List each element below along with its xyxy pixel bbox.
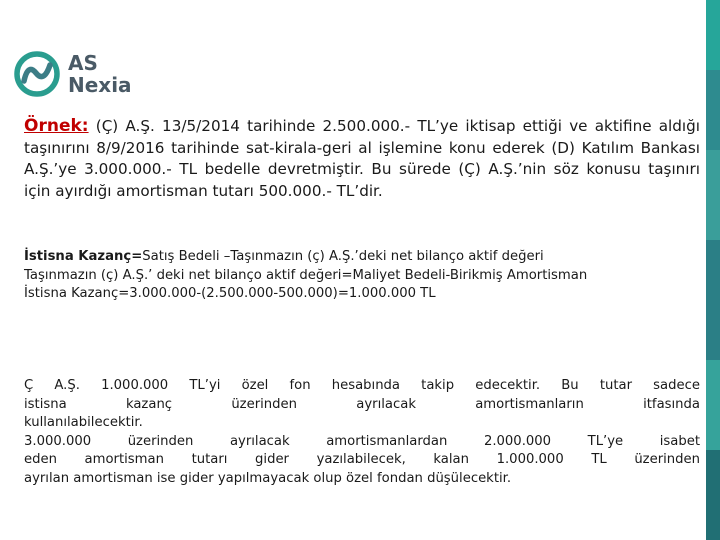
right-accent-strip — [706, 0, 720, 540]
as-nexia-logo — [14, 44, 132, 104]
conclusion-line: 3.000.000 üzerinden ayrılacak amortismanlardan 2.000.000 TL’ye isabet — [24, 433, 700, 449]
nexia-swirl-icon — [14, 51, 60, 97]
conclusion-line: ayrılan amortisman ise gider yapılmayacak olup özel fondan düşülecektir. — [24, 470, 512, 486]
exemption-formula-line — [24, 248, 700, 267]
logo-line-nexia: Nexia — [68, 73, 132, 97]
conclusion-paragraph — [24, 377, 700, 489]
exemption-label: İstisna Kazanç= — [24, 249, 143, 264]
exemption-block — [24, 248, 700, 304]
example-text: (Ç) A.Ş. 13/5/2014 tarihinde 2.500.000.- TL’ye iktisap ettiği ve aktifine aldığı taşınırını 8/9/2016 tarihinde sat-kirala-geri al işlemine konu ederek (D) Katılım Bankası A.Ş.’ye 3.000.000.- TL bedelle devretmiştir. Bu sürede (Ç) A.Ş.’nin söz konusu taşınırı için ayırdığı amortisman tutarı 500.000.- TL’dir. — [24, 117, 700, 200]
example-paragraph — [24, 116, 700, 202]
conclusion-line: kullanılabilecektir. — [24, 415, 143, 431]
example-label: Örnek: — [24, 116, 89, 136]
net-value-definition: Taşınmazın (ç) A.Ş.’ deki net bilanço aktif değeri=Maliyet Bedeli-Birikmiş Amortisman — [24, 267, 588, 283]
exemption-formula: Satış Bedeli –Taşınmazın (ç) A.Ş.’deki net bilanço aktif değeri — [142, 249, 544, 264]
logo-line-as: AS — [68, 51, 98, 75]
conclusion-line: eden amortisman tutarı gider yazılabilecek, kalan 1.000.000 TL üzerinden — [24, 452, 700, 468]
conclusion-line: istisna kazanç üzerinden ayrılacak amortismanların itfasında — [24, 396, 700, 412]
exemption-calculation: İstisna Kazanç=3.000.000-(2.500.000-500.000)=1.000.000 TL — [24, 286, 436, 301]
conclusion-line: Ç A.Ş. 1.000.000 TL’yi özel fon hesabında takip edecektir. Bu tutar sadece — [24, 378, 700, 393]
logo-wordmark — [68, 52, 132, 96]
